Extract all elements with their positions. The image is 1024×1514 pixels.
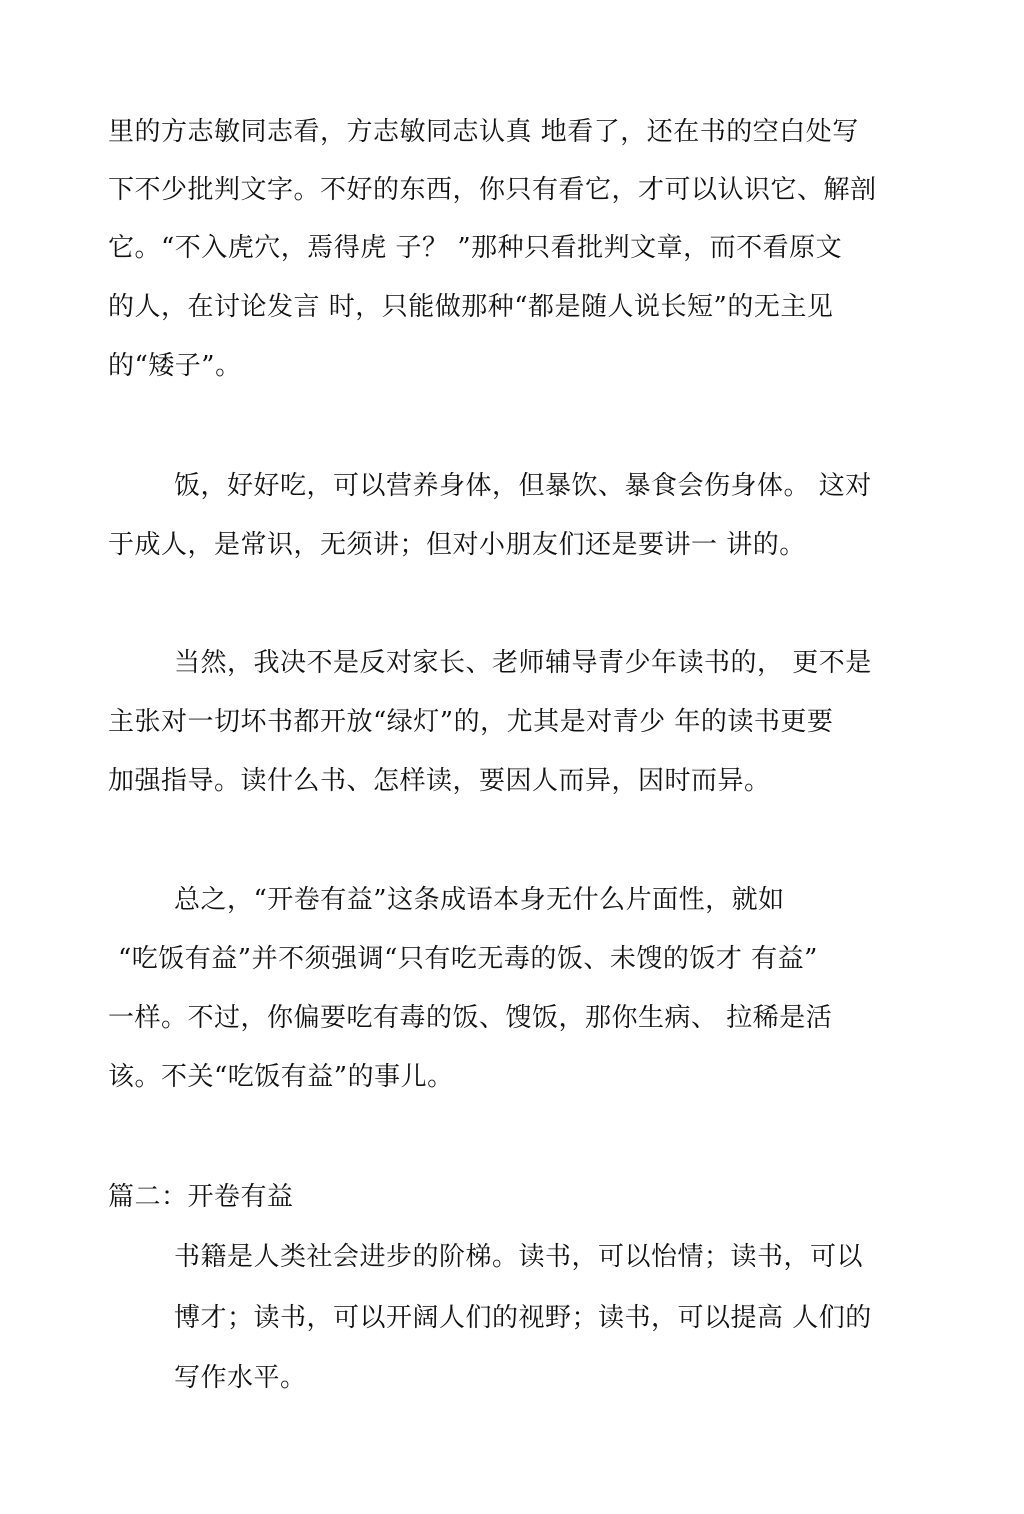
paragraph-line: 的“矮子”。 xyxy=(108,351,242,381)
paragraph-line: 主张对一切坏书都开放“绿灯”的，尤其是对青少 年的读书更要 xyxy=(108,707,834,737)
paragraph-line: 的人，在讨论发言 时，只能做那种“都是随人说长短”的无主见 xyxy=(108,292,834,322)
section-heading: 篇二：开卷有益 xyxy=(108,1182,294,1212)
paragraph-line: 当然，我决不是反对家长、老师辅导青少年读书的， 更不是 xyxy=(174,648,872,678)
paragraph-line: 下不少批判文字。不好的东西，你只有看它，才可以认识它、解剖 xyxy=(108,175,877,205)
paragraph-line: 加强指导。读什么书、怎样读，要因人而异，因时而异。 xyxy=(108,766,771,796)
paragraph-line: 写作水平。 xyxy=(174,1363,307,1393)
paragraph-line: 于成人，是常识，无须讲；但对小朋友们还是要讲一 讲的。 xyxy=(108,530,806,560)
paragraph-line: 它。“不入虎穴，焉得虎 子？ ”那种只看批判文章，而不看原文 xyxy=(108,233,843,263)
paragraph-line: 饭，好好吃，可以营养身体，但暴饮、暴食会伤身体。 这对 xyxy=(174,471,872,501)
paragraph-line: 该。不关“吃饭有益”的事儿。 xyxy=(108,1062,454,1092)
paragraph-line: 博才；读书，可以开阔人们的视野；读书，可以提高 人们的 xyxy=(174,1303,872,1333)
paragraph-line: 里的方志敏同志看，方志敏同志认真 地看了，还在书的空白处写 xyxy=(108,117,859,147)
paragraph-line: 一样。不过，你偏要吃有毒的饭、馊饭，那你生病、 拉稀是活 xyxy=(108,1003,833,1033)
paragraph-line: 总之，“开卷有益”这条成语本身无什么片面性，就如 xyxy=(174,885,785,915)
paragraph-line: “吃饭有益”并不须强调“只有吃无毒的饭、未馊的饭才 有益” xyxy=(118,944,818,974)
paragraph-line: 书籍是人类社会进步的阶梯。读书，可以怡情；读书，可以 xyxy=(174,1242,864,1272)
